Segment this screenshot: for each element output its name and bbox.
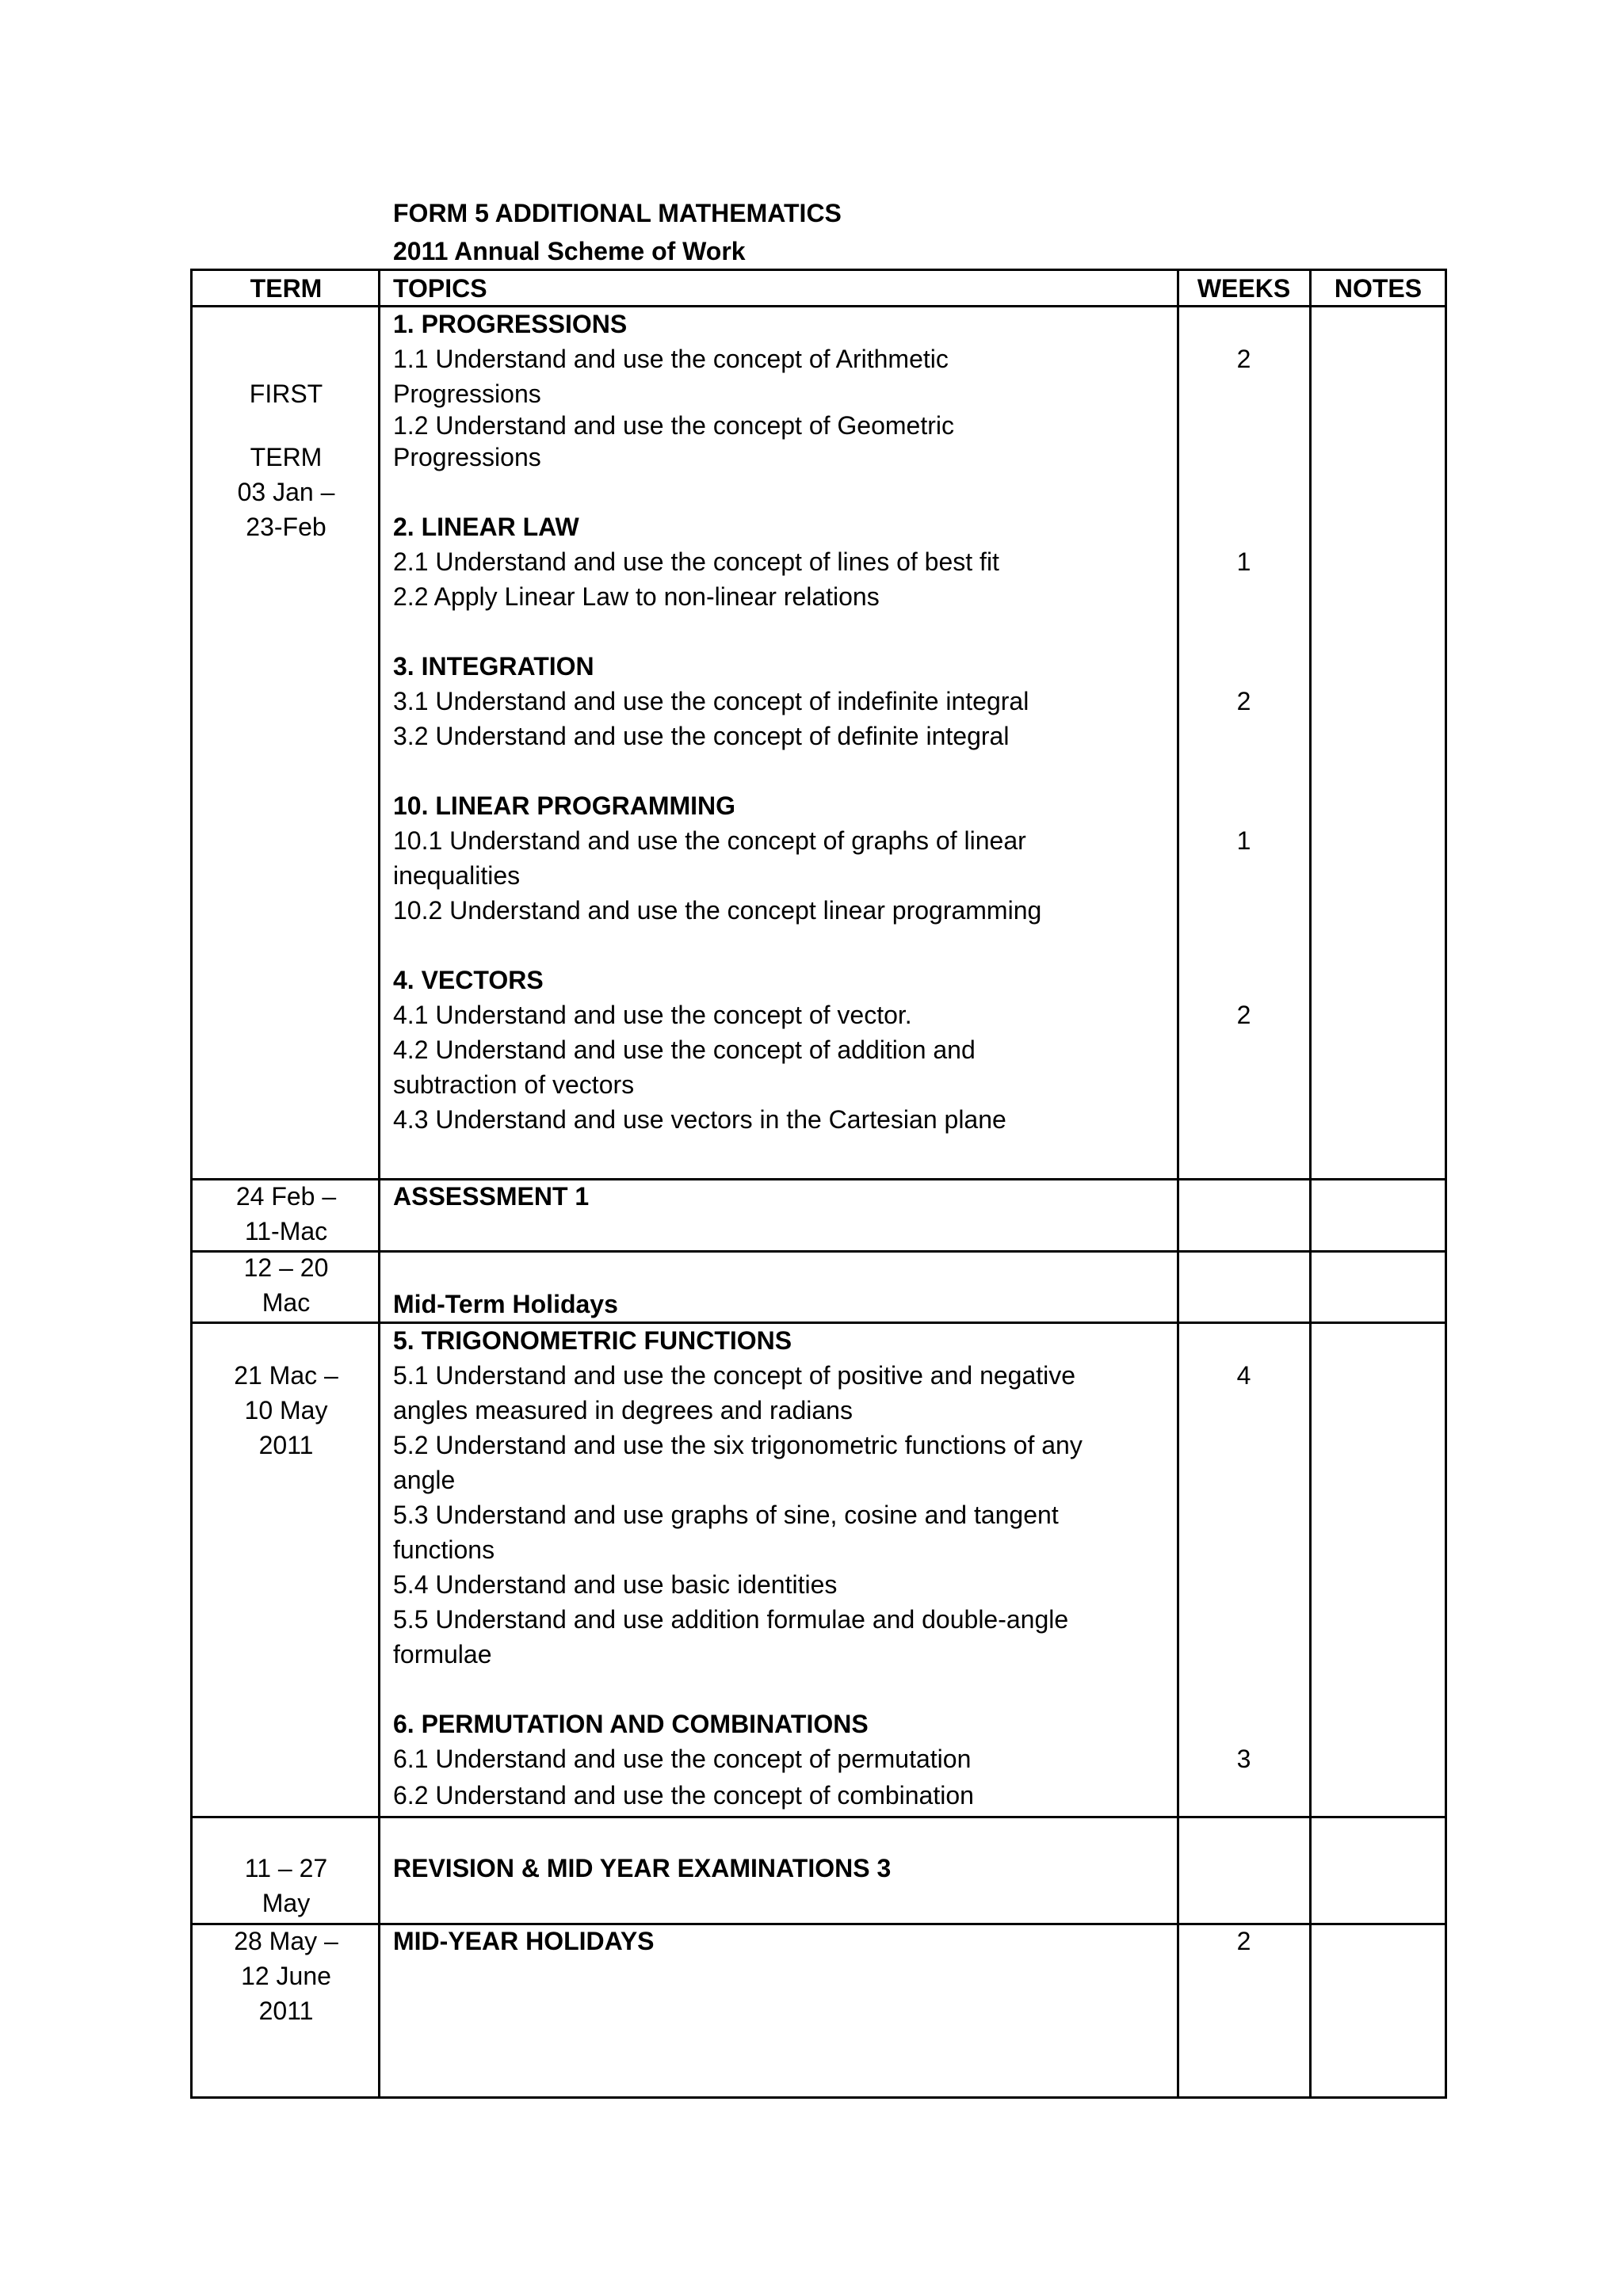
term-cell: May: [262, 1889, 311, 1917]
row-label: Mid-Term Holidays: [393, 1290, 618, 1318]
topic-item: inequalities: [393, 861, 521, 890]
weeks-cell: 4: [1236, 1361, 1251, 1390]
document-title: FORM 5 ADDITIONAL MATHEMATICS: [393, 199, 842, 227]
term-cell: 21 Mac –: [234, 1361, 338, 1390]
weeks-cell: 2: [1236, 1001, 1251, 1029]
topic-item: Progressions: [393, 379, 541, 408]
row-divider: [190, 1816, 1447, 1818]
topic-item: 5.1 Understand and use the concept of positive and negative: [393, 1361, 1076, 1390]
weeks-cell: 1: [1236, 547, 1251, 576]
header-notes: NOTES: [1334, 274, 1423, 303]
term-cell: TERM: [250, 443, 323, 471]
topic-item: 10.1 Understand and use the concept of graphs of linear: [393, 826, 1026, 855]
topic-title: 6. PERMUTATION AND COMBINATIONS: [393, 1710, 869, 1738]
term-cell: 2011: [258, 1997, 314, 2025]
topic-title: 10. LINEAR PROGRAMMING: [393, 791, 736, 820]
term-cell: 03 Jan –: [237, 478, 335, 506]
term-cell: 28 May –: [234, 1927, 338, 1955]
topic-item: formulae: [393, 1640, 492, 1669]
topic-item: 5.5 Understand and use addition formulae and double-angle: [393, 1605, 1069, 1634]
topic-item: angle: [393, 1466, 456, 1494]
topic-item: 1.1 Understand and use the concept of Arithmetic: [393, 345, 949, 373]
topic-item: Progressions: [393, 443, 541, 471]
weeks-cell: 2: [1236, 1927, 1251, 1955]
term-cell: 11-Mac: [244, 1217, 328, 1245]
topic-title: 1. PROGRESSIONS: [393, 310, 628, 338]
column-divider: [1309, 269, 1312, 2099]
topic-item: 5.2 Understand and use the six trigonometric functions of any: [393, 1431, 1083, 1459]
weeks-cell: 2: [1236, 687, 1251, 715]
weeks-cell: 1: [1236, 826, 1251, 855]
topic-item: functions: [393, 1535, 495, 1564]
term-cell: 12 – 20: [243, 1253, 329, 1282]
term-cell: FIRST: [249, 379, 323, 408]
header-topics: TOPICS: [393, 274, 487, 303]
topic-title: 3. INTEGRATION: [393, 652, 594, 681]
term-cell: 12 June: [241, 1962, 331, 1990]
topic-item: 4.3 Understand and use vectors in the Cartesian plane: [393, 1105, 1006, 1134]
topic-item: 3.1 Understand and use the concept of indefinite integral: [393, 687, 1029, 715]
weeks-cell: 2: [1236, 345, 1251, 373]
term-cell: 23-Feb: [246, 513, 327, 541]
header-weeks: WEEKS: [1197, 274, 1291, 303]
term-cell: 11 – 27: [244, 1854, 328, 1882]
column-divider: [1177, 269, 1179, 2099]
weeks-cell: 3: [1236, 1745, 1251, 1773]
topic-title: 5. TRIGONOMETRIC FUNCTIONS: [393, 1326, 792, 1355]
topic-item: angles measured in degrees and radians: [393, 1396, 853, 1425]
topic-item: 5.4 Understand and use basic identities: [393, 1570, 838, 1599]
topic-title: 4. VECTORS: [393, 966, 544, 994]
row-label: REVISION & MID YEAR EXAMINATIONS 3: [393, 1854, 892, 1882]
topic-item: 5.3 Understand and use graphs of sine, cosine and tangent: [393, 1501, 1059, 1529]
row-divider: [190, 1322, 1447, 1324]
topic-item: 10.2 Understand and use the concept linear programming: [393, 896, 1042, 925]
topic-item: 4.1 Understand and use the concept of vector.: [393, 1001, 912, 1029]
term-cell: 24 Feb –: [235, 1182, 337, 1211]
header-term: TERM: [250, 274, 323, 303]
topic-item: 1.2 Understand and use the concept of Geometric: [393, 411, 954, 440]
topic-item: 6.1 Understand and use the concept of permutation: [393, 1745, 972, 1773]
topic-item: 6.2 Understand and use the concept of combination: [393, 1781, 974, 1810]
term-cell: 10 May: [244, 1396, 328, 1425]
row-label: ASSESSMENT 1: [393, 1182, 590, 1211]
document-subtitle: 2011 Annual Scheme of Work: [393, 237, 746, 265]
term-cell: Mac: [262, 1288, 311, 1317]
term-cell: 2011: [258, 1431, 314, 1459]
topic-item: 3.2 Understand and use the concept of definite integral: [393, 722, 1010, 750]
topic-title: 2. LINEAR LAW: [393, 513, 579, 541]
topic-item: 2.1 Understand and use the concept of lines of best fit: [393, 547, 999, 576]
row-label: MID-YEAR HOLIDAYS: [393, 1927, 655, 1955]
topic-item: 4.2 Understand and use the concept of addition and: [393, 1035, 976, 1064]
topic-item: 2.2 Apply Linear Law to non-linear relations: [393, 582, 880, 611]
topic-item: subtraction of vectors: [393, 1070, 635, 1099]
